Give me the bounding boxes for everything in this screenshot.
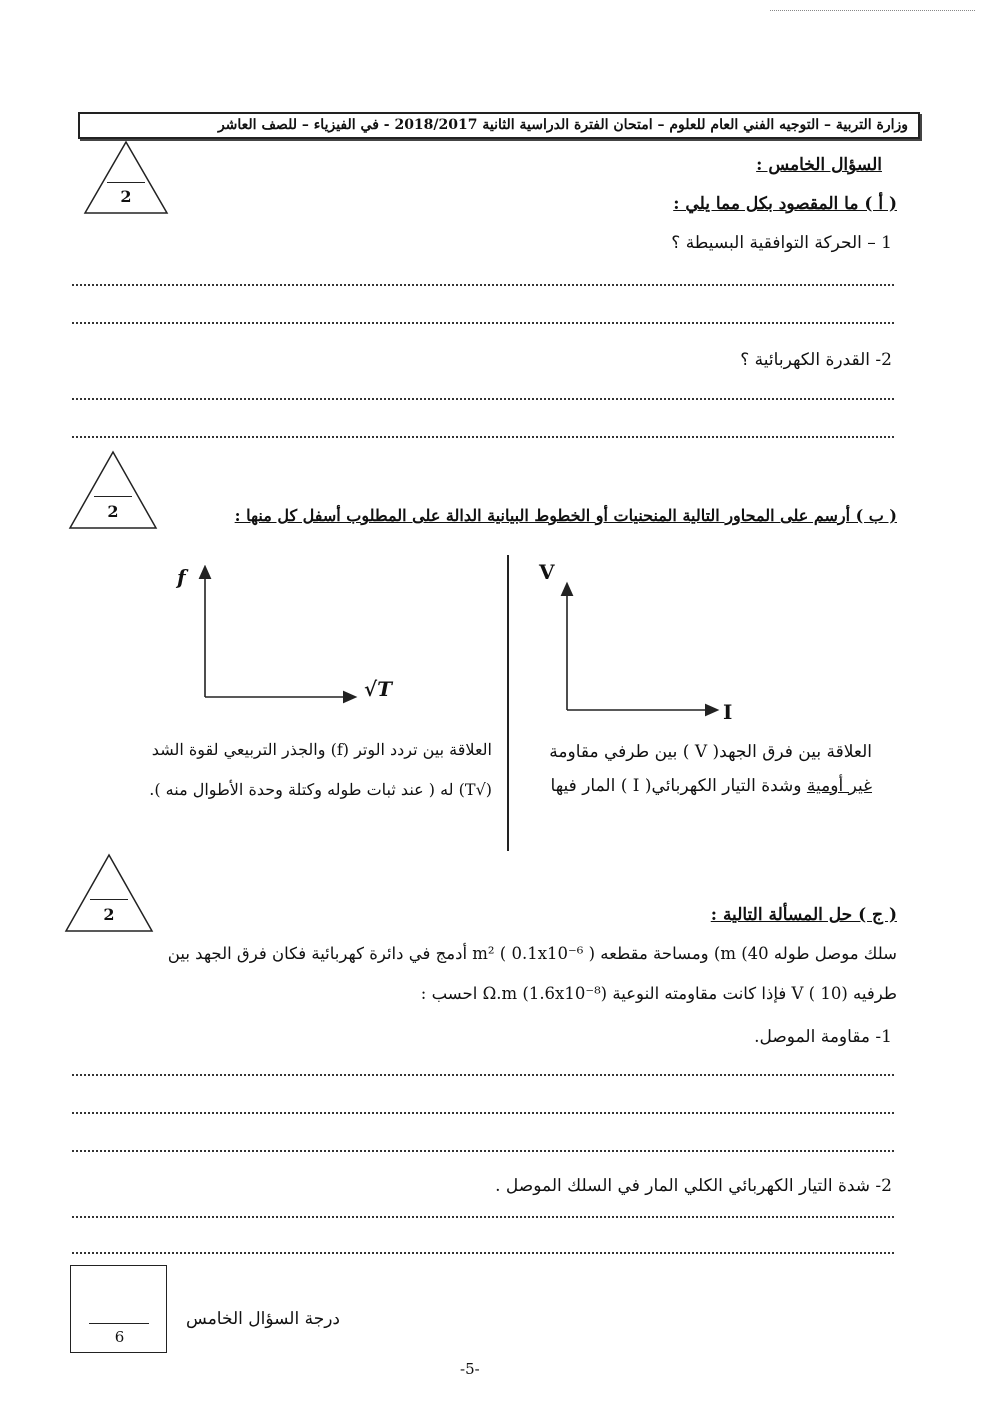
- column-divider: [507, 555, 509, 851]
- answer-line[interactable]: [72, 1216, 894, 1218]
- problem-line-1: سلك موصل طوله 40) m) ومساحة مقطعه m² ( 0.1x10⁻⁶ ) أدمج في دائرة كهربائية فكان فرق الجهد بين: [167, 944, 897, 963]
- axis-label-sqrt-t: √T: [364, 677, 393, 701]
- answer-line[interactable]: [72, 284, 894, 286]
- answer-line[interactable]: [72, 1252, 894, 1254]
- scan-artifact: [770, 10, 975, 11]
- graph-right-caption-1: العلاقة بين فرق الجهد( V ) بين طرفي مقاومة: [549, 742, 872, 762]
- page-number: -5-: [460, 1360, 480, 1378]
- graph-left-caption-1: العلاقة بين تردد الوتر (f) والجذر التربيعي لقوة الشد: [151, 740, 492, 759]
- non-ohmic-term: غير أومية: [806, 776, 872, 796]
- mark-triangle-c: [64, 853, 154, 933]
- part-c-item-2: 2- شدة التيار الكهربائي الكلي المار في السلك الموصل .: [495, 1176, 892, 1196]
- mark-a: 2: [120, 187, 132, 206]
- graph-f-sqrtT-axes: [193, 565, 363, 705]
- answer-line[interactable]: [72, 1112, 894, 1114]
- score-label: درجة السؤال الخامس: [186, 1309, 340, 1329]
- answer-line[interactable]: [72, 398, 894, 400]
- part-c-heading: ( ج ) حل المسألة التالية :: [710, 905, 897, 925]
- answer-line[interactable]: [72, 1150, 894, 1152]
- axis-label-v: V: [539, 560, 555, 584]
- question-title: السؤال الخامس :: [756, 155, 882, 175]
- answer-line[interactable]: [72, 1074, 894, 1076]
- graph-left-caption-2: (√T) له ( عند ثبات طوله وكتلة وحدة الأطوال منه ).: [149, 780, 492, 799]
- graph-right-caption-2: [551, 776, 872, 796]
- mark-triangle-a: [83, 140, 169, 215]
- score-box: [70, 1265, 167, 1353]
- mark-c: 2: [103, 905, 115, 924]
- part-a-item-1: 1 – الحركة التوافقية البسيطة ؟: [671, 233, 892, 253]
- answer-line[interactable]: [72, 322, 894, 324]
- part-c-item-1: 1- مقاومة الموصل.: [754, 1027, 892, 1047]
- axis-label-f: f: [177, 565, 186, 589]
- problem-line-2: طرفيه V ( 10) فإذا كانت مقاومته النوعية Ω.m (1.6x10⁻⁸) احسب :: [420, 984, 897, 1003]
- score-total: 6: [114, 1328, 125, 1346]
- mark-b: 2: [107, 502, 119, 521]
- graph-right-caption-rest: وشدة التيار الكهربائي( I ) المار فيها: [550, 776, 807, 796]
- part-a-heading: ( أ ) ما المقصود بكل مما يلي :: [673, 194, 897, 214]
- exam-header: [78, 112, 920, 139]
- answer-line[interactable]: [72, 436, 894, 438]
- part-b-heading: ( ب ) أرسم على المحاور التالية المنحنيات أو الخطوط البيانية الدالة على المطلوب أسفل كل منها :: [234, 506, 897, 525]
- graph-v-i-axes: [555, 580, 725, 720]
- mark-triangle-b: [68, 450, 158, 530]
- axis-label-i: I: [723, 700, 733, 724]
- part-a-item-2: 2- القدرة الكهربائية ؟: [740, 350, 892, 370]
- exam-header-title: وزارة التربية – التوجيه الفني العام للعلوم – امتحان الفترة الدراسية الثانية 2018/2017 - في الفيزياء – للصف العاشر: [217, 117, 908, 133]
